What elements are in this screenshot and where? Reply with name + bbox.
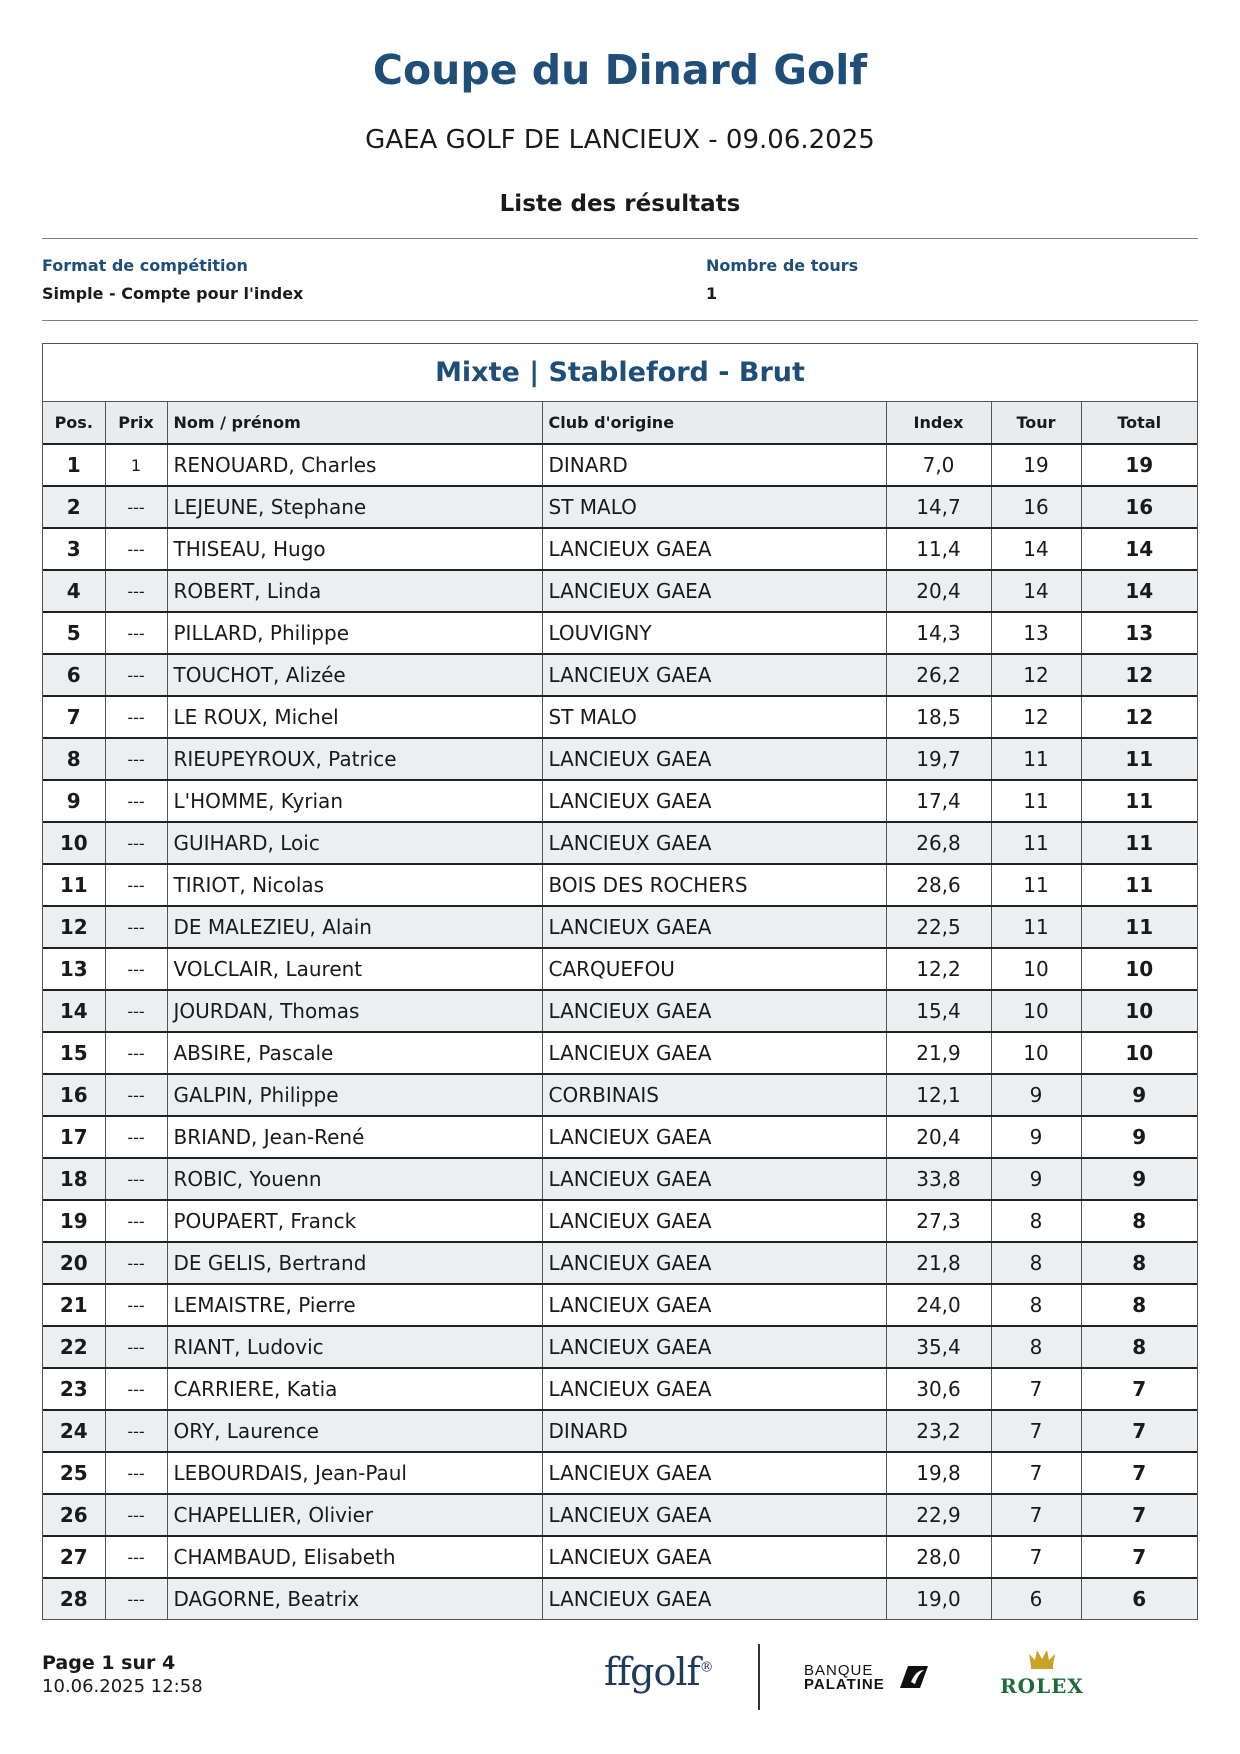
- cell-tour: 10: [991, 990, 1081, 1032]
- table-row: [43, 1116, 1197, 1158]
- cell-name: RENOUARD, Charles: [167, 444, 542, 486]
- table-row: [43, 528, 1197, 570]
- cell-club: LANCIEUX GAEA: [542, 1326, 886, 1368]
- cell-club: LANCIEUX GAEA: [542, 1158, 886, 1200]
- page-title: Coupe du Dinard Golf: [372, 46, 868, 94]
- cell-pos: 1: [43, 444, 105, 486]
- cell-tour: 11: [991, 906, 1081, 948]
- cell-club: LANCIEUX GAEA: [542, 570, 886, 612]
- cell-club: LANCIEUX GAEA: [542, 1368, 886, 1410]
- cell-prix: ---: [105, 1452, 167, 1494]
- cell-club: LOUVIGNY: [542, 612, 886, 654]
- cell-pos: 3: [43, 528, 105, 570]
- cell-index: 27,3: [886, 1200, 991, 1242]
- cell-index: 21,8: [886, 1242, 991, 1284]
- cell-name: RIANT, Ludovic: [167, 1326, 542, 1368]
- column-header-prix: Prix: [105, 402, 167, 444]
- cell-tour: 7: [991, 1368, 1081, 1410]
- cell-pos: 4: [43, 570, 105, 612]
- cell-total: 11: [1081, 780, 1197, 822]
- cell-club: LANCIEUX GAEA: [542, 1284, 886, 1326]
- cell-total: 11: [1081, 864, 1197, 906]
- cell-index: 23,2: [886, 1410, 991, 1452]
- cell-prix: ---: [105, 1284, 167, 1326]
- cell-total: 10: [1081, 990, 1197, 1032]
- results-table-block: [42, 343, 1198, 1620]
- cell-tour: 11: [991, 864, 1081, 906]
- format-value: Simple - Compte pour l'index: [42, 284, 304, 303]
- cell-name: DE GELIS, Bertrand: [167, 1242, 542, 1284]
- cell-total: 10: [1081, 1032, 1197, 1074]
- palatine-logo-line2: PALATINE: [804, 1676, 885, 1693]
- table-row: [43, 1494, 1197, 1536]
- palatine-ship-icon: [898, 1662, 930, 1692]
- cell-club: ST MALO: [542, 696, 886, 738]
- cell-total: 9: [1081, 1158, 1197, 1200]
- cell-tour: 8: [991, 1284, 1081, 1326]
- cell-club: CORBINAIS: [542, 1074, 886, 1116]
- cell-tour: 14: [991, 570, 1081, 612]
- cell-name: BRIAND, Jean-René: [167, 1116, 542, 1158]
- cell-total: 9: [1081, 1074, 1197, 1116]
- cell-total: 11: [1081, 738, 1197, 780]
- cell-prix: ---: [105, 1200, 167, 1242]
- cell-name: CARRIERE, Katia: [167, 1368, 542, 1410]
- cell-index: 30,6: [886, 1368, 991, 1410]
- table-row: [43, 1368, 1197, 1410]
- table-row: [43, 1326, 1197, 1368]
- cell-prix: ---: [105, 990, 167, 1032]
- cell-name: LEBOURDAIS, Jean-Paul: [167, 1452, 542, 1494]
- results-table: [43, 402, 1197, 1619]
- page-number: Page 1 sur 4: [42, 1652, 176, 1674]
- cell-index: 22,5: [886, 906, 991, 948]
- table-row: [43, 570, 1197, 612]
- table-row: [43, 696, 1197, 738]
- cell-prix: ---: [105, 486, 167, 528]
- cell-tour: 11: [991, 822, 1081, 864]
- table-row: [43, 654, 1197, 696]
- cell-total: 8: [1081, 1242, 1197, 1284]
- cell-name: LE ROUX, Michel: [167, 696, 542, 738]
- cell-tour: 7: [991, 1452, 1081, 1494]
- cell-total: 7: [1081, 1410, 1197, 1452]
- divider-top: [42, 238, 1198, 239]
- cell-prix: ---: [105, 1032, 167, 1074]
- table-row: [43, 864, 1197, 906]
- cell-club: LANCIEUX GAEA: [542, 654, 886, 696]
- column-header-tour: Tour: [991, 402, 1081, 444]
- table-row: [43, 486, 1197, 528]
- cell-pos: 25: [43, 1452, 105, 1494]
- cell-pos: 23: [43, 1368, 105, 1410]
- cell-prix: ---: [105, 1074, 167, 1116]
- column-header-total: Total: [1081, 402, 1197, 444]
- table-row: [43, 1410, 1197, 1452]
- cell-name: TOUCHOT, Alizée: [167, 654, 542, 696]
- cell-prix: ---: [105, 906, 167, 948]
- table-row: [43, 1242, 1197, 1284]
- cell-total: 8: [1081, 1284, 1197, 1326]
- cell-index: 28,6: [886, 864, 991, 906]
- cell-pos: 7: [43, 696, 105, 738]
- ffgolf-logo: [604, 1650, 713, 1694]
- banque-palatine-logo: [804, 1664, 885, 1692]
- rolex-logo: [997, 1648, 1087, 1698]
- cell-index: 28,0: [886, 1536, 991, 1578]
- cell-pos: 26: [43, 1494, 105, 1536]
- cell-club: LANCIEUX GAEA: [542, 528, 886, 570]
- cell-club: LANCIEUX GAEA: [542, 906, 886, 948]
- cell-index: 26,2: [886, 654, 991, 696]
- table-row: [43, 780, 1197, 822]
- cell-pos: 6: [43, 654, 105, 696]
- cell-tour: 12: [991, 696, 1081, 738]
- table-row: [43, 738, 1197, 780]
- cell-total: 19: [1081, 444, 1197, 486]
- cell-pos: 10: [43, 822, 105, 864]
- column-header-pos: Pos.: [43, 402, 105, 444]
- cell-index: 19,7: [886, 738, 991, 780]
- cell-tour: 13: [991, 612, 1081, 654]
- cell-tour: 11: [991, 738, 1081, 780]
- cell-club: DINARD: [542, 444, 886, 486]
- cell-index: 33,8: [886, 1158, 991, 1200]
- cell-club: LANCIEUX GAEA: [542, 738, 886, 780]
- cell-prix: ---: [105, 1578, 167, 1619]
- cell-club: LANCIEUX GAEA: [542, 780, 886, 822]
- cell-index: 26,8: [886, 822, 991, 864]
- rounds-label: Nombre de tours: [706, 256, 859, 275]
- cell-total: 7: [1081, 1368, 1197, 1410]
- cell-prix: ---: [105, 1368, 167, 1410]
- table-row: [43, 822, 1197, 864]
- rolex-crown-icon: [1027, 1648, 1057, 1670]
- cell-prix: ---: [105, 738, 167, 780]
- cell-tour: 11: [991, 780, 1081, 822]
- ffgolf-logo-text: ffgolf: [604, 1650, 700, 1694]
- rolex-logo-text: ROLEX: [1000, 1674, 1084, 1698]
- cell-total: 12: [1081, 696, 1197, 738]
- cell-tour: 10: [991, 948, 1081, 990]
- cell-name: ROBIC, Youenn: [167, 1158, 542, 1200]
- divider-bottom: [42, 320, 1198, 321]
- table-row: [43, 1536, 1197, 1578]
- cell-tour: 14: [991, 528, 1081, 570]
- cell-pos: 21: [43, 1284, 105, 1326]
- ffgolf-registered-icon: ®: [699, 1659, 713, 1676]
- cell-club: BOIS DES ROCHERS: [542, 864, 886, 906]
- cell-total: 13: [1081, 612, 1197, 654]
- cell-pos: 27: [43, 1536, 105, 1578]
- results-heading: Mixte | Stableford - Brut: [43, 344, 1197, 402]
- cell-club: LANCIEUX GAEA: [542, 1578, 886, 1619]
- event-subtitle: GAEA GOLF DE LANCIEUX - 09.06.2025: [365, 125, 875, 155]
- cell-name: POUPAERT, Franck: [167, 1200, 542, 1242]
- cell-index: 18,5: [886, 696, 991, 738]
- cell-prix: 1: [105, 444, 167, 486]
- cell-prix: ---: [105, 1536, 167, 1578]
- table-row: [43, 906, 1197, 948]
- cell-index: 35,4: [886, 1326, 991, 1368]
- cell-name: ROBERT, Linda: [167, 570, 542, 612]
- cell-tour: 8: [991, 1242, 1081, 1284]
- cell-name: GUIHARD, Loic: [167, 822, 542, 864]
- cell-pos: 11: [43, 864, 105, 906]
- cell-tour: 7: [991, 1410, 1081, 1452]
- cell-name: LEJEUNE, Stephane: [167, 486, 542, 528]
- palatine-logo-line1: BANQUE: [804, 1662, 874, 1679]
- cell-total: 10: [1081, 948, 1197, 990]
- cell-pos: 5: [43, 612, 105, 654]
- cell-pos: 24: [43, 1410, 105, 1452]
- table-row: [43, 990, 1197, 1032]
- cell-index: 19,8: [886, 1452, 991, 1494]
- cell-tour: 19: [991, 444, 1081, 486]
- cell-club: LANCIEUX GAEA: [542, 1032, 886, 1074]
- cell-total: 11: [1081, 906, 1197, 948]
- cell-prix: ---: [105, 654, 167, 696]
- cell-name: THISEAU, Hugo: [167, 528, 542, 570]
- column-header-index: Index: [886, 402, 991, 444]
- cell-pos: 9: [43, 780, 105, 822]
- cell-prix: ---: [105, 612, 167, 654]
- cell-tour: 6: [991, 1578, 1081, 1619]
- cell-club: CARQUEFOU: [542, 948, 886, 990]
- table-row: [43, 1032, 1197, 1074]
- cell-name: GALPIN, Philippe: [167, 1074, 542, 1116]
- cell-club: LANCIEUX GAEA: [542, 1536, 886, 1578]
- cell-name: DE MALEZIEU, Alain: [167, 906, 542, 948]
- cell-total: 16: [1081, 486, 1197, 528]
- cell-pos: 22: [43, 1326, 105, 1368]
- cell-total: 7: [1081, 1494, 1197, 1536]
- cell-index: 11,4: [886, 528, 991, 570]
- cell-tour: 10: [991, 1032, 1081, 1074]
- table-row: [43, 948, 1197, 990]
- cell-club: ST MALO: [542, 486, 886, 528]
- cell-pos: 19: [43, 1200, 105, 1242]
- cell-index: 20,4: [886, 1116, 991, 1158]
- cell-tour: 16: [991, 486, 1081, 528]
- cell-prix: ---: [105, 696, 167, 738]
- cell-club: LANCIEUX GAEA: [542, 1116, 886, 1158]
- cell-total: 8: [1081, 1326, 1197, 1368]
- cell-total: 6: [1081, 1578, 1197, 1619]
- cell-prix: ---: [105, 822, 167, 864]
- column-header-club: Club d'origine: [542, 402, 886, 444]
- cell-total: 14: [1081, 528, 1197, 570]
- cell-total: 12: [1081, 654, 1197, 696]
- rounds-value: 1: [706, 284, 718, 303]
- results-body: [43, 444, 1197, 1619]
- cell-pos: 15: [43, 1032, 105, 1074]
- cell-name: LEMAISTRE, Pierre: [167, 1284, 542, 1326]
- cell-index: 24,0: [886, 1284, 991, 1326]
- print-timestamp: 10.06.2025 12:58: [42, 1676, 203, 1697]
- cell-index: 7,0: [886, 444, 991, 486]
- cell-pos: 16: [43, 1074, 105, 1116]
- cell-name: L'HOMME, Kyrian: [167, 780, 542, 822]
- cell-prix: ---: [105, 570, 167, 612]
- cell-prix: ---: [105, 1158, 167, 1200]
- cell-tour: 7: [991, 1494, 1081, 1536]
- cell-tour: 9: [991, 1074, 1081, 1116]
- cell-pos: 28: [43, 1578, 105, 1619]
- cell-total: 14: [1081, 570, 1197, 612]
- cell-name: CHAPELLIER, Olivier: [167, 1494, 542, 1536]
- cell-club: DINARD: [542, 1410, 886, 1452]
- cell-name: ABSIRE, Pascale: [167, 1032, 542, 1074]
- cell-club: LANCIEUX GAEA: [542, 1242, 886, 1284]
- cell-index: 22,9: [886, 1494, 991, 1536]
- cell-tour: 8: [991, 1326, 1081, 1368]
- cell-prix: ---: [105, 1410, 167, 1452]
- cell-index: 20,4: [886, 570, 991, 612]
- column-header-name: Nom / prénom: [167, 402, 542, 444]
- cell-pos: 14: [43, 990, 105, 1032]
- cell-pos: 13: [43, 948, 105, 990]
- cell-name: JOURDAN, Thomas: [167, 990, 542, 1032]
- cell-index: 14,7: [886, 486, 991, 528]
- cell-index: 15,4: [886, 990, 991, 1032]
- cell-name: DAGORNE, Beatrix: [167, 1578, 542, 1619]
- cell-name: CHAMBAUD, Elisabeth: [167, 1536, 542, 1578]
- table-row: [43, 612, 1197, 654]
- cell-index: 12,2: [886, 948, 991, 990]
- cell-name: RIEUPEYROUX, Patrice: [167, 738, 542, 780]
- cell-prix: ---: [105, 1326, 167, 1368]
- cell-tour: 12: [991, 654, 1081, 696]
- cell-prix: ---: [105, 780, 167, 822]
- cell-prix: ---: [105, 948, 167, 990]
- cell-tour: 9: [991, 1158, 1081, 1200]
- cell-pos: 20: [43, 1242, 105, 1284]
- cell-tour: 9: [991, 1116, 1081, 1158]
- cell-index: 17,4: [886, 780, 991, 822]
- table-row: [43, 444, 1197, 486]
- cell-pos: 2: [43, 486, 105, 528]
- cell-name: ORY, Laurence: [167, 1410, 542, 1452]
- table-row: [43, 1578, 1197, 1619]
- cell-total: 9: [1081, 1116, 1197, 1158]
- cell-tour: 8: [991, 1200, 1081, 1242]
- cell-index: 21,9: [886, 1032, 991, 1074]
- cell-name: VOLCLAIR, Laurent: [167, 948, 542, 990]
- cell-club: LANCIEUX GAEA: [542, 1200, 886, 1242]
- cell-club: LANCIEUX GAEA: [542, 1452, 886, 1494]
- cell-name: TIRIOT, Nicolas: [167, 864, 542, 906]
- cell-total: 11: [1081, 822, 1197, 864]
- cell-club: LANCIEUX GAEA: [542, 990, 886, 1032]
- cell-prix: ---: [105, 1116, 167, 1158]
- cell-total: 7: [1081, 1536, 1197, 1578]
- table-row: [43, 1452, 1197, 1494]
- format-label: Format de compétition: [42, 256, 248, 275]
- cell-pos: 8: [43, 738, 105, 780]
- cell-total: 7: [1081, 1452, 1197, 1494]
- cell-pos: 17: [43, 1116, 105, 1158]
- table-row: [43, 1200, 1197, 1242]
- cell-index: 19,0: [886, 1578, 991, 1619]
- cell-prix: ---: [105, 1242, 167, 1284]
- table-header-row: [43, 402, 1197, 444]
- table-row: [43, 1074, 1197, 1116]
- cell-index: 14,3: [886, 612, 991, 654]
- cell-club: LANCIEUX GAEA: [542, 822, 886, 864]
- cell-total: 8: [1081, 1200, 1197, 1242]
- table-row: [43, 1284, 1197, 1326]
- cell-prix: ---: [105, 528, 167, 570]
- cell-pos: 12: [43, 906, 105, 948]
- cell-prix: ---: [105, 864, 167, 906]
- cell-name: PILLARD, Philippe: [167, 612, 542, 654]
- logo-divider: [758, 1644, 760, 1710]
- list-title: Liste des résultats: [499, 191, 741, 217]
- cell-club: LANCIEUX GAEA: [542, 1494, 886, 1536]
- cell-pos: 18: [43, 1158, 105, 1200]
- cell-index: 12,1: [886, 1074, 991, 1116]
- cell-prix: ---: [105, 1494, 167, 1536]
- table-row: [43, 1158, 1197, 1200]
- cell-tour: 7: [991, 1536, 1081, 1578]
